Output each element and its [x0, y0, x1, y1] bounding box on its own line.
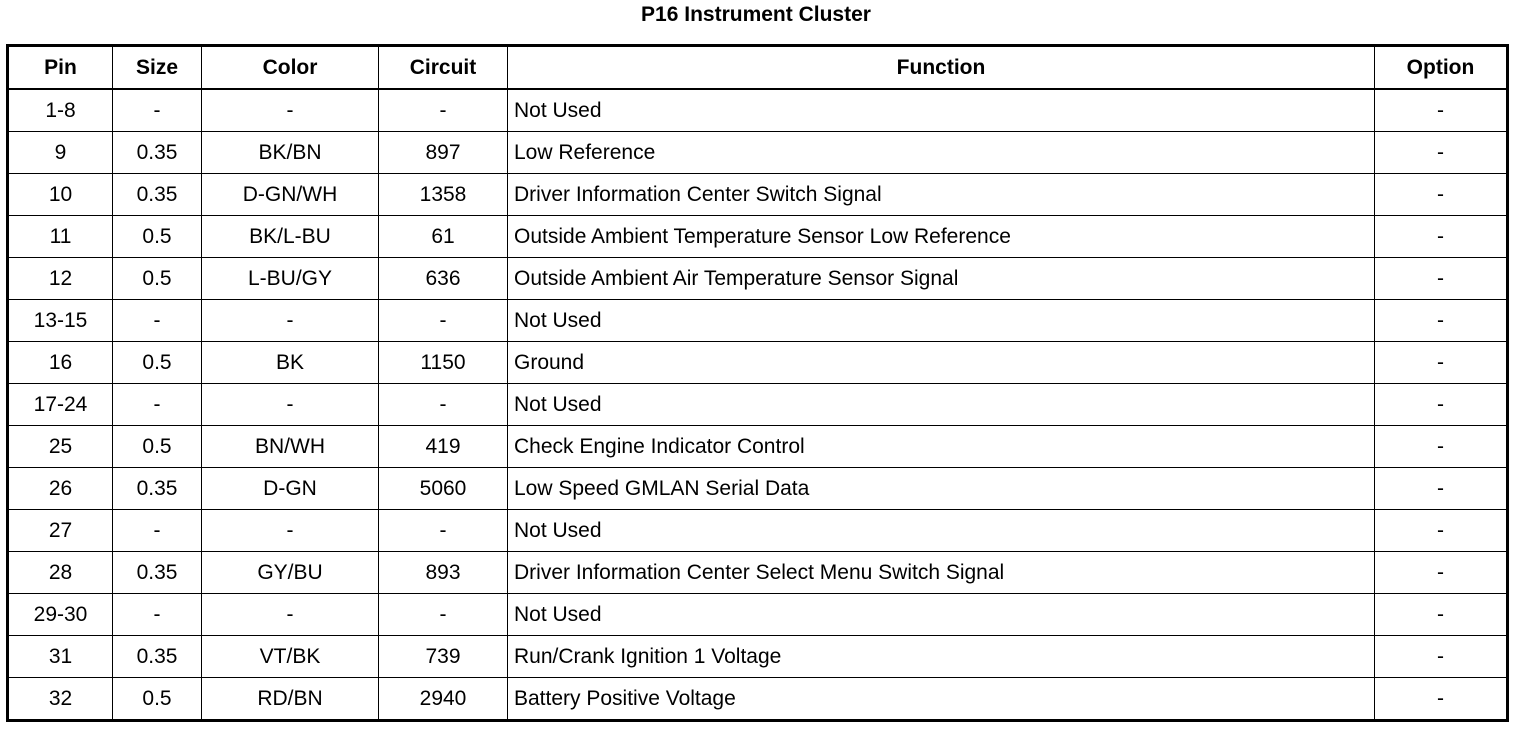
function-cell: Driver Information Center Select Menu Switch Signal: [508, 552, 1375, 594]
option-cell: -: [1375, 132, 1508, 174]
size-cell: -: [113, 510, 202, 552]
color-cell: VT/BK: [202, 636, 379, 678]
pin-cell: 28: [8, 552, 113, 594]
circuit-cell: 5060: [379, 468, 508, 510]
color-cell: BK/BN: [202, 132, 379, 174]
function-cell: Outside Ambient Air Temperature Sensor Signal: [508, 258, 1375, 300]
size-cell: 0.35: [113, 132, 202, 174]
circuit-cell: 419: [379, 426, 508, 468]
circuit-cell: 1150: [379, 342, 508, 384]
size-cell: -: [113, 384, 202, 426]
column-header-function: Function: [508, 46, 1375, 90]
pin-cell: 32: [8, 678, 113, 721]
table-row: [8, 426, 1508, 468]
color-cell: BN/WH: [202, 426, 379, 468]
option-cell: -: [1375, 258, 1508, 300]
option-cell: -: [1375, 174, 1508, 216]
pin-cell: 12: [8, 258, 113, 300]
color-cell: -: [202, 89, 379, 132]
column-header-pin: Pin: [8, 46, 113, 90]
pin-cell: 26: [8, 468, 113, 510]
column-header-option: Option: [1375, 46, 1508, 90]
pin-cell: 1-8: [8, 89, 113, 132]
option-cell: -: [1375, 300, 1508, 342]
pin-cell: 16: [8, 342, 113, 384]
function-cell: Driver Information Center Switch Signal: [508, 174, 1375, 216]
pin-cell: 17-24: [8, 384, 113, 426]
connector-pinout-table: [6, 44, 1509, 722]
pin-cell: 10: [8, 174, 113, 216]
color-cell: BK: [202, 342, 379, 384]
table-row: [8, 174, 1508, 216]
size-cell: -: [113, 594, 202, 636]
function-cell: Not Used: [508, 89, 1375, 132]
table-row: [8, 678, 1508, 721]
pin-cell: 9: [8, 132, 113, 174]
option-cell: -: [1375, 594, 1508, 636]
function-cell: Not Used: [508, 594, 1375, 636]
circuit-cell: -: [379, 384, 508, 426]
size-cell: 0.5: [113, 426, 202, 468]
circuit-cell: 893: [379, 552, 508, 594]
size-cell: 0.35: [113, 552, 202, 594]
circuit-cell: 897: [379, 132, 508, 174]
function-cell: Not Used: [508, 300, 1375, 342]
option-cell: -: [1375, 510, 1508, 552]
function-cell: Not Used: [508, 384, 1375, 426]
circuit-cell: -: [379, 510, 508, 552]
option-cell: -: [1375, 342, 1508, 384]
function-cell: Check Engine Indicator Control: [508, 426, 1375, 468]
size-cell: -: [113, 300, 202, 342]
option-cell: -: [1375, 89, 1508, 132]
circuit-cell: 739: [379, 636, 508, 678]
table-row: [8, 132, 1508, 174]
table-row: [8, 342, 1508, 384]
column-header-size: Size: [113, 46, 202, 90]
size-cell: -: [113, 89, 202, 132]
color-cell: -: [202, 300, 379, 342]
size-cell: 0.35: [113, 636, 202, 678]
color-cell: BK/L-BU: [202, 216, 379, 258]
color-cell: -: [202, 510, 379, 552]
table-body: [8, 89, 1508, 721]
size-cell: 0.5: [113, 678, 202, 721]
function-cell: Run/Crank Ignition 1 Voltage: [508, 636, 1375, 678]
column-header-color: Color: [202, 46, 379, 90]
option-cell: -: [1375, 678, 1508, 721]
pin-cell: 27: [8, 510, 113, 552]
table-row: [8, 300, 1508, 342]
color-cell: GY/BU: [202, 552, 379, 594]
function-cell: Low Reference: [508, 132, 1375, 174]
table-row: [8, 636, 1508, 678]
pin-cell: 29-30: [8, 594, 113, 636]
size-cell: 0.35: [113, 468, 202, 510]
option-cell: -: [1375, 384, 1508, 426]
circuit-cell: 636: [379, 258, 508, 300]
option-cell: -: [1375, 636, 1508, 678]
size-cell: 0.35: [113, 174, 202, 216]
color-cell: D-GN: [202, 468, 379, 510]
circuit-cell: -: [379, 300, 508, 342]
table-row: [8, 468, 1508, 510]
pin-cell: 25: [8, 426, 113, 468]
table-row: [8, 552, 1508, 594]
table-row: [8, 384, 1508, 426]
table-row: [8, 594, 1508, 636]
color-cell: -: [202, 384, 379, 426]
table-row: [8, 89, 1508, 132]
header-row: [8, 46, 1508, 90]
circuit-cell: -: [379, 594, 508, 636]
option-cell: -: [1375, 216, 1508, 258]
color-cell: D-GN/WH: [202, 174, 379, 216]
function-cell: Not Used: [508, 510, 1375, 552]
circuit-cell: 1358: [379, 174, 508, 216]
table-row: [8, 258, 1508, 300]
size-cell: 0.5: [113, 258, 202, 300]
color-cell: L-BU/GY: [202, 258, 379, 300]
circuit-cell: 2940: [379, 678, 508, 721]
pin-cell: 13-15: [8, 300, 113, 342]
table-row: [8, 510, 1508, 552]
color-cell: RD/BN: [202, 678, 379, 721]
pin-cell: 11: [8, 216, 113, 258]
table-row: [8, 216, 1508, 258]
size-cell: 0.5: [113, 216, 202, 258]
option-cell: -: [1375, 552, 1508, 594]
function-cell: Ground: [508, 342, 1375, 384]
option-cell: -: [1375, 468, 1508, 510]
function-cell: Outside Ambient Temperature Sensor Low Reference: [508, 216, 1375, 258]
circuit-cell: -: [379, 89, 508, 132]
circuit-cell: 61: [379, 216, 508, 258]
size-cell: 0.5: [113, 342, 202, 384]
document-title: P16 Instrument Cluster: [641, 3, 871, 26]
color-cell: -: [202, 594, 379, 636]
function-cell: Low Speed GMLAN Serial Data: [508, 468, 1375, 510]
column-header-circuit: Circuit: [379, 46, 508, 90]
option-cell: -: [1375, 426, 1508, 468]
pin-cell: 31: [8, 636, 113, 678]
function-cell: Battery Positive Voltage: [508, 678, 1375, 721]
